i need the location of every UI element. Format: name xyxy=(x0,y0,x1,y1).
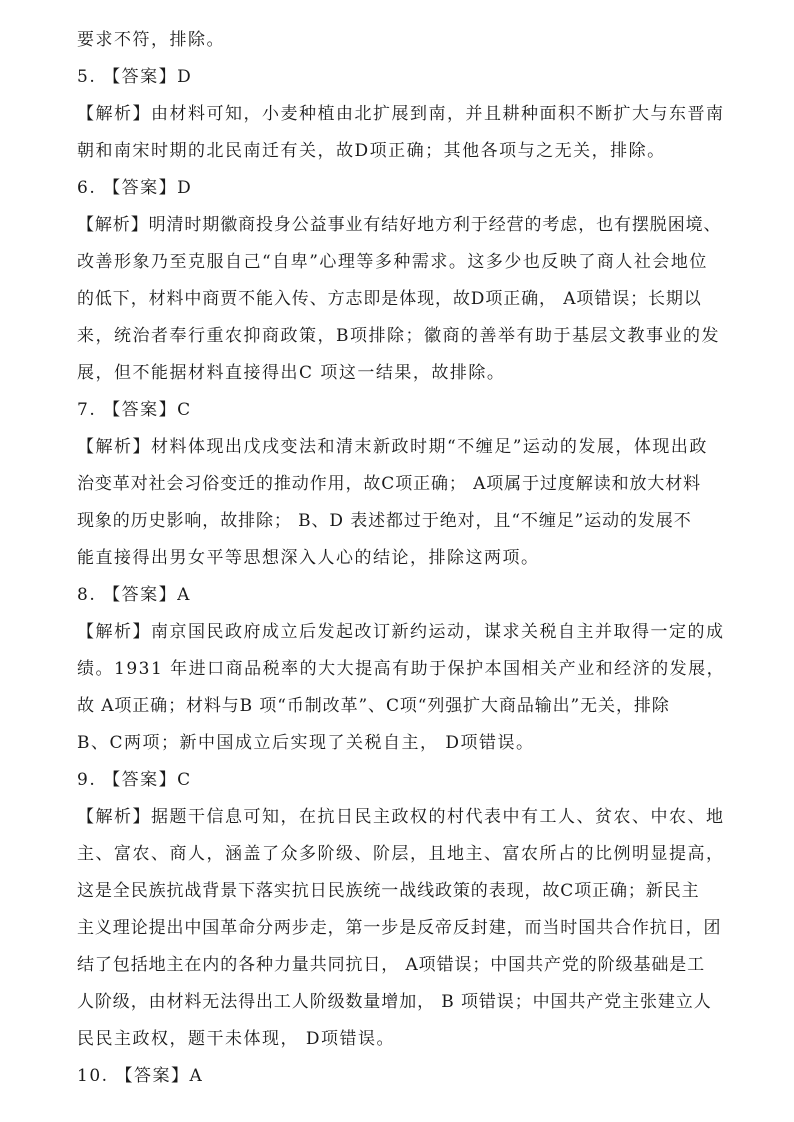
analysis-text-line: 治变革对社会习俗变迁的推动作用，故C项正确； A项属于过度解读和放大材料 xyxy=(77,474,702,494)
analysis-text-line: 【解析】明清时期徽商投身公益事业有结好地方利于经营的考虑，也有摆脱困境、 xyxy=(77,215,722,235)
analysis-text-line: 这是全民族抗战背景下落实抗日民族统一战线政策的表现，故C项正确；新民主 xyxy=(77,881,700,901)
analysis-text-line: 能直接得出男女平等思想深入人心的结论，排除这两项。 xyxy=(77,548,540,568)
answer-heading-7: 7. 【答案】C xyxy=(77,400,192,420)
answer-heading-8: 8. 【答案】A xyxy=(77,585,191,605)
analysis-text-line: 主义理论提出中国革命分两步走，第一步是反帝反封建，而当时国共合作抗日，团 xyxy=(77,918,722,938)
text-line: 要求不符，排除。 xyxy=(77,30,225,50)
analysis-text-line: 改善形象乃至克服自己“自卑”心理等多种需求。这多少也反映了商人社会地位 xyxy=(77,252,708,272)
analysis-text-line: 【解析】据题干信息可知，在抗日民主政权的村代表中有工人、贫农、中农、地 xyxy=(77,807,725,827)
answer-page xyxy=(77,22,737,1095)
analysis-text-line: 朝和南宋时期的北民南迁有关，故D项正确；其他各项与之无关，排除。 xyxy=(77,141,666,161)
answer-heading-9: 9. 【答案】C xyxy=(77,770,192,790)
analysis-text-line: 人阶级，由材料无法得出工人阶级数量增加， B 项错误；中国共产党主张建立人 xyxy=(77,992,712,1012)
analysis-text-line: 主、富农、商人，涵盖了众多阶级、阶层，且地主、富农所占的比例明显提高， xyxy=(77,844,725,864)
analysis-text-line: 【解析】南京国民政府成立后发起改订新约运动，谋求关税自主并取得一定的成 xyxy=(77,622,725,642)
analysis-text-line: 民民主政权，题干未体现， D项错误。 xyxy=(77,1029,396,1049)
answer-heading-10: 10. 【答案】A xyxy=(77,1066,204,1086)
analysis-text-line: B、C两项；新中国成立后实现了关税自主， D项错误。 xyxy=(77,733,535,753)
analysis-text-line: 结了包括地主在内的各种力量共同抗日， A项错误；中国共产党的阶级基础是工 xyxy=(77,955,706,975)
analysis-text-line: 绩。1931 年进口商品税率的大大提高有助于保护本国相关产业和经济的发展， xyxy=(77,659,726,679)
analysis-text-line: 【解析】材料体现出戊戌变法和清末新政时期“不缠足”运动的发展，体现出政 xyxy=(77,437,708,457)
analysis-text-line: 来，统治者奉行重农抑商政策，B项排除；徽商的善举有助于基层文教事业的发 xyxy=(77,326,720,346)
analysis-text-line: 展，但不能据材料直接得出C 项这一结果，故排除。 xyxy=(77,363,506,383)
analysis-text-line: 的低下，材料中商贾不能入传、方志即是体现，故D项正确， A项错误；长期以 xyxy=(77,289,702,309)
analysis-text-line: 故 A项正确；材料与B 项“币制改革”、C项“列强扩大商品输出”无关，排除 xyxy=(77,696,670,716)
analysis-text-line: 【解析】由材料可知，小麦种植由北扩展到南，并且耕种面积不断扩大与东晋南 xyxy=(77,104,725,124)
answer-heading-6: 6. 【答案】D xyxy=(77,178,193,198)
answer-heading-5: 5. 【答案】D xyxy=(77,67,193,87)
analysis-text-line: 现象的历史影响，故排除； B、D 表述都过于绝对，且“不缠足”运动的发展不 xyxy=(77,511,692,531)
